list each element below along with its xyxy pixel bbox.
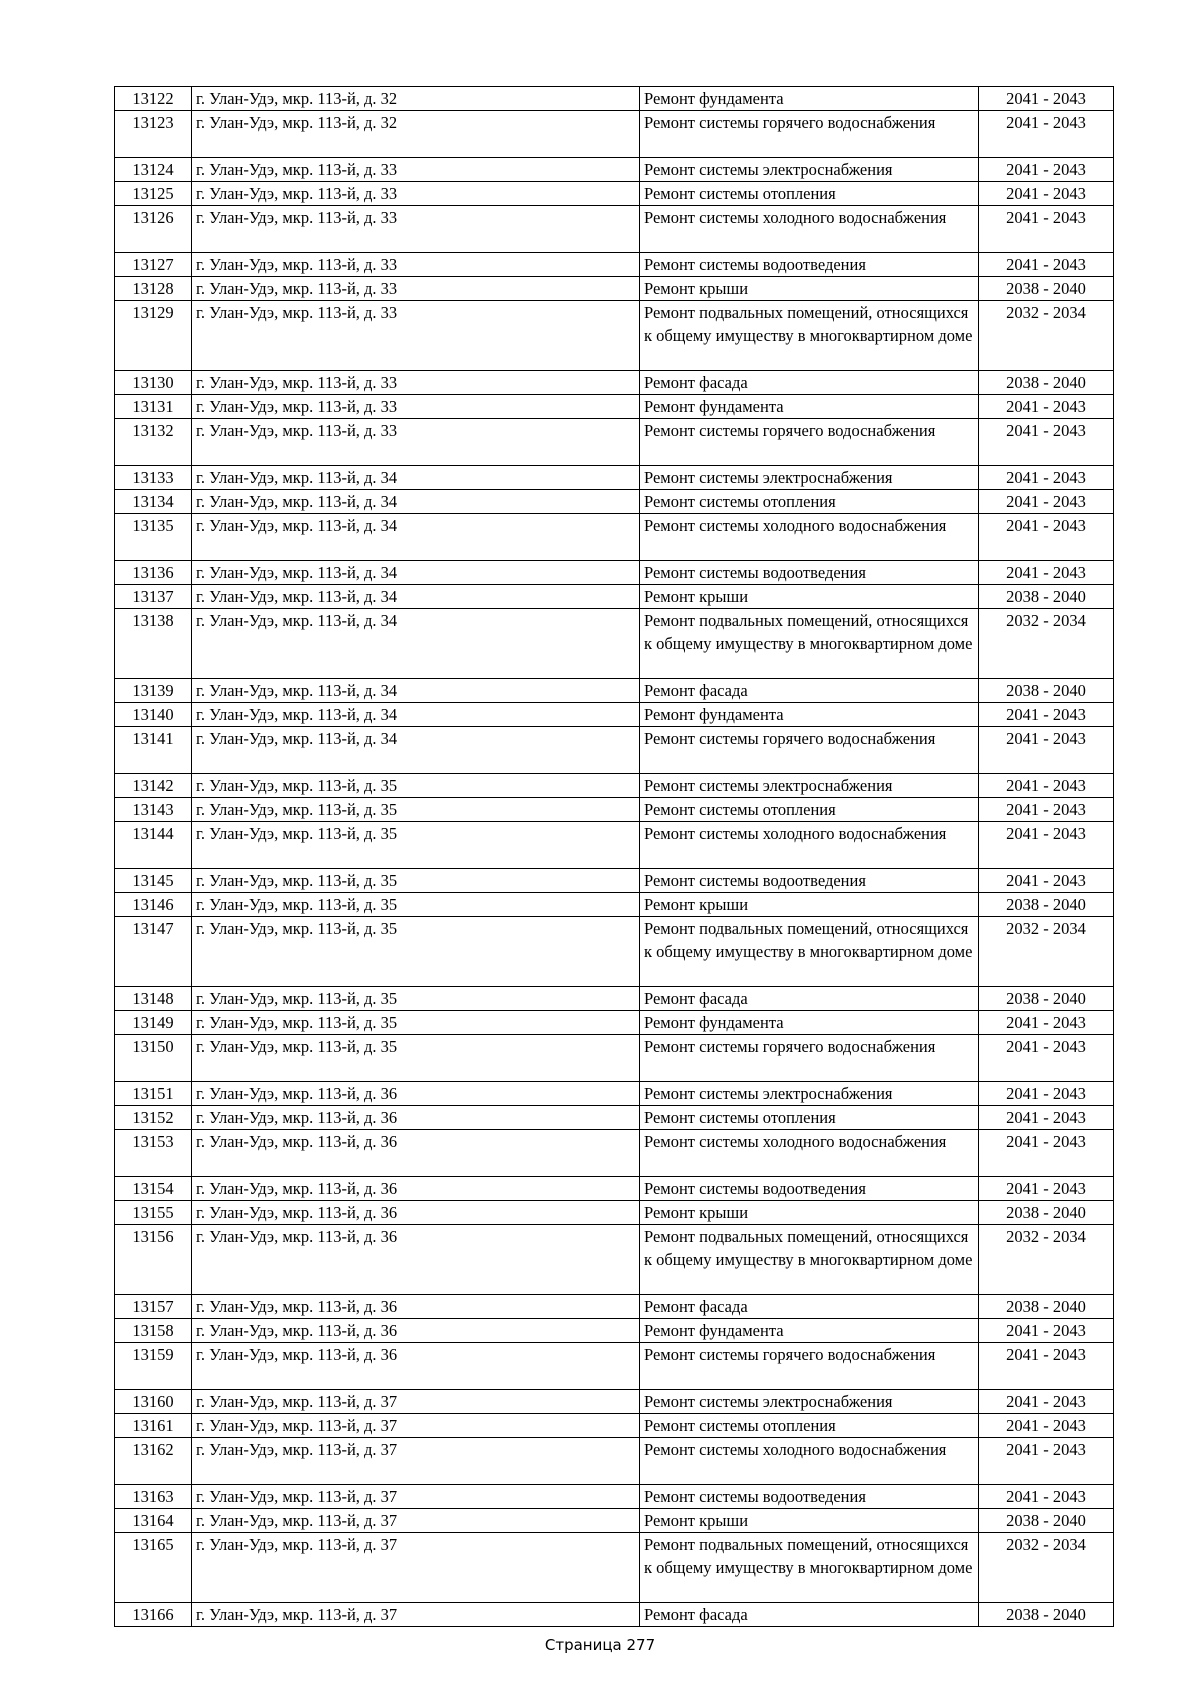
period-cell: 2041 - 2043: [979, 466, 1114, 490]
address-cell: г. Улан-Удэ, мкр. 113-й, д. 35: [192, 1011, 640, 1035]
period-cell: 2041 - 2043: [979, 774, 1114, 798]
period-cell: 2041 - 2043: [979, 1343, 1114, 1390]
row-number-cell: 13145: [115, 869, 192, 893]
period-cell: 2041 - 2043: [979, 1319, 1114, 1343]
address-cell: г. Улан-Удэ, мкр. 113-й, д. 33: [192, 277, 640, 301]
row-number-cell: 13144: [115, 822, 192, 869]
table-row: [115, 798, 1114, 822]
work-type-cell: Ремонт системы отопления: [640, 182, 979, 206]
address-cell: г. Улан-Удэ, мкр. 113-й, д. 33: [192, 253, 640, 277]
work-type-cell: Ремонт системы отопления: [640, 490, 979, 514]
table-row: [115, 1106, 1114, 1130]
address-cell: г. Улан-Удэ, мкр. 113-й, д. 36: [192, 1177, 640, 1201]
period-cell: 2038 - 2040: [979, 987, 1114, 1011]
work-type-cell: Ремонт подвальных помещений, относящихся к общему имуществу в многоквартирном доме: [640, 609, 979, 679]
address-cell: г. Улан-Удэ, мкр. 113-й, д. 35: [192, 1035, 640, 1082]
address-cell: г. Улан-Удэ, мкр. 113-й, д. 32: [192, 111, 640, 158]
address-cell: г. Улан-Удэ, мкр. 113-й, д. 33: [192, 182, 640, 206]
period-cell: 2041 - 2043: [979, 253, 1114, 277]
period-cell: 2041 - 2043: [979, 1035, 1114, 1082]
table-row: [115, 1201, 1114, 1225]
row-number-cell: 13147: [115, 917, 192, 987]
period-cell: 2032 - 2034: [979, 609, 1114, 679]
row-number-cell: 13143: [115, 798, 192, 822]
address-cell: г. Улан-Удэ, мкр. 113-й, д. 34: [192, 585, 640, 609]
row-number-cell: 13132: [115, 419, 192, 466]
work-type-cell: Ремонт подвальных помещений, относящихся к общему имуществу в многоквартирном доме: [640, 301, 979, 371]
row-number-cell: 13128: [115, 277, 192, 301]
row-number-cell: 13159: [115, 1343, 192, 1390]
work-type-cell: Ремонт системы горячего водоснабжения: [640, 1035, 979, 1082]
table-row: [115, 395, 1114, 419]
table-row: [115, 277, 1114, 301]
table-row: [115, 1485, 1114, 1509]
work-type-cell: Ремонт фундамента: [640, 1319, 979, 1343]
work-type-cell: Ремонт фундамента: [640, 1011, 979, 1035]
period-cell: 2038 - 2040: [979, 1509, 1114, 1533]
row-number-cell: 13129: [115, 301, 192, 371]
table-row: [115, 466, 1114, 490]
address-cell: г. Улан-Удэ, мкр. 113-й, д. 34: [192, 466, 640, 490]
period-cell: 2041 - 2043: [979, 561, 1114, 585]
period-cell: 2041 - 2043: [979, 703, 1114, 727]
row-number-cell: 13160: [115, 1390, 192, 1414]
address-cell: г. Улан-Удэ, мкр. 113-й, д. 35: [192, 987, 640, 1011]
table-row: [115, 1603, 1114, 1627]
row-number-cell: 13150: [115, 1035, 192, 1082]
address-cell: г. Улан-Удэ, мкр. 113-й, д. 35: [192, 893, 640, 917]
address-cell: г. Улан-Удэ, мкр. 113-й, д. 33: [192, 158, 640, 182]
table-row: [115, 703, 1114, 727]
row-number-cell: 13140: [115, 703, 192, 727]
period-cell: 2032 - 2034: [979, 301, 1114, 371]
row-number-cell: 13153: [115, 1130, 192, 1177]
row-number-cell: 13151: [115, 1082, 192, 1106]
address-cell: г. Улан-Удэ, мкр. 113-й, д. 36: [192, 1319, 640, 1343]
row-number-cell: 13133: [115, 466, 192, 490]
address-cell: г. Улан-Удэ, мкр. 113-й, д. 36: [192, 1201, 640, 1225]
row-number-cell: 13141: [115, 727, 192, 774]
work-type-cell: Ремонт подвальных помещений, относящихся к общему имуществу в многоквартирном доме: [640, 917, 979, 987]
work-type-cell: Ремонт системы холодного водоснабжения: [640, 1130, 979, 1177]
table-row: [115, 1509, 1114, 1533]
works-table-body: [115, 87, 1114, 1627]
row-number-cell: 13161: [115, 1414, 192, 1438]
table-row: [115, 514, 1114, 561]
row-number-cell: 13138: [115, 609, 192, 679]
table-row: [115, 1438, 1114, 1485]
period-cell: 2041 - 2043: [979, 1390, 1114, 1414]
work-type-cell: Ремонт системы отопления: [640, 1414, 979, 1438]
work-type-cell: Ремонт фасада: [640, 987, 979, 1011]
address-cell: г. Улан-Удэ, мкр. 113-й, д. 37: [192, 1438, 640, 1485]
table-row: [115, 774, 1114, 798]
period-cell: 2038 - 2040: [979, 1201, 1114, 1225]
table-row: [115, 869, 1114, 893]
table-row: [115, 111, 1114, 158]
work-type-cell: Ремонт крыши: [640, 585, 979, 609]
table-row: [115, 1390, 1114, 1414]
row-number-cell: 13165: [115, 1533, 192, 1603]
work-type-cell: Ремонт системы отопления: [640, 1106, 979, 1130]
row-number-cell: 13158: [115, 1319, 192, 1343]
address-cell: г. Улан-Удэ, мкр. 113-й, д. 36: [192, 1082, 640, 1106]
table-row: [115, 822, 1114, 869]
row-number-cell: 13162: [115, 1438, 192, 1485]
work-type-cell: Ремонт крыши: [640, 1509, 979, 1533]
row-number-cell: 13152: [115, 1106, 192, 1130]
row-number-cell: 13126: [115, 206, 192, 253]
work-type-cell: Ремонт системы горячего водоснабжения: [640, 727, 979, 774]
table-row: [115, 917, 1114, 987]
row-number-cell: 13156: [115, 1225, 192, 1295]
address-cell: г. Улан-Удэ, мкр. 113-й, д. 34: [192, 514, 640, 561]
row-number-cell: 13146: [115, 893, 192, 917]
table-row: [115, 609, 1114, 679]
period-cell: 2041 - 2043: [979, 1177, 1114, 1201]
period-cell: 2038 - 2040: [979, 585, 1114, 609]
address-cell: г. Улан-Удэ, мкр. 113-й, д. 35: [192, 917, 640, 987]
period-cell: 2038 - 2040: [979, 1295, 1114, 1319]
table-row: [115, 1319, 1114, 1343]
table-row: [115, 206, 1114, 253]
table-row: [115, 1082, 1114, 1106]
row-number-cell: 13166: [115, 1603, 192, 1627]
period-cell: 2041 - 2043: [979, 514, 1114, 561]
address-cell: г. Улан-Удэ, мкр. 113-й, д. 37: [192, 1603, 640, 1627]
work-type-cell: Ремонт системы водоотведения: [640, 869, 979, 893]
period-cell: 2041 - 2043: [979, 798, 1114, 822]
work-type-cell: Ремонт системы горячего водоснабжения: [640, 1343, 979, 1390]
table-row: [115, 158, 1114, 182]
works-table: [114, 86, 1114, 1627]
row-number-cell: 13130: [115, 371, 192, 395]
row-number-cell: 13142: [115, 774, 192, 798]
table-row: [115, 1295, 1114, 1319]
period-cell: 2041 - 2043: [979, 206, 1114, 253]
period-cell: 2041 - 2043: [979, 490, 1114, 514]
work-type-cell: Ремонт системы холодного водоснабжения: [640, 1438, 979, 1485]
table-row: [115, 1130, 1114, 1177]
row-number-cell: 13123: [115, 111, 192, 158]
row-number-cell: 13139: [115, 679, 192, 703]
period-cell: 2041 - 2043: [979, 182, 1114, 206]
work-type-cell: Ремонт системы электроснабжения: [640, 1390, 979, 1414]
table-row: [115, 1225, 1114, 1295]
row-number-cell: 13122: [115, 87, 192, 111]
address-cell: г. Улан-Удэ, мкр. 113-й, д. 36: [192, 1106, 640, 1130]
address-cell: г. Улан-Удэ, мкр. 113-й, д. 33: [192, 395, 640, 419]
address-cell: г. Улан-Удэ, мкр. 113-й, д. 35: [192, 774, 640, 798]
address-cell: г. Улан-Удэ, мкр. 113-й, д. 37: [192, 1414, 640, 1438]
row-number-cell: 13148: [115, 987, 192, 1011]
period-cell: 2032 - 2034: [979, 1225, 1114, 1295]
period-cell: 2041 - 2043: [979, 727, 1114, 774]
work-type-cell: Ремонт системы водоотведения: [640, 1177, 979, 1201]
work-type-cell: Ремонт системы отопления: [640, 798, 979, 822]
page-number: Страница 277: [544, 1636, 656, 1654]
address-cell: г. Улан-Удэ, мкр. 113-й, д. 34: [192, 561, 640, 585]
work-type-cell: Ремонт крыши: [640, 277, 979, 301]
period-cell: 2041 - 2043: [979, 395, 1114, 419]
work-type-cell: Ремонт системы горячего водоснабжения: [640, 419, 979, 466]
work-type-cell: Ремонт системы холодного водоснабжения: [640, 206, 979, 253]
row-number-cell: 13131: [115, 395, 192, 419]
period-cell: 2041 - 2043: [979, 1438, 1114, 1485]
table-row: [115, 893, 1114, 917]
address-cell: г. Улан-Удэ, мкр. 113-й, д. 36: [192, 1130, 640, 1177]
period-cell: 2041 - 2043: [979, 1011, 1114, 1035]
period-cell: 2041 - 2043: [979, 1106, 1114, 1130]
period-cell: 2038 - 2040: [979, 679, 1114, 703]
work-type-cell: Ремонт фундамента: [640, 703, 979, 727]
period-cell: 2038 - 2040: [979, 371, 1114, 395]
table-row: [115, 182, 1114, 206]
row-number-cell: 13137: [115, 585, 192, 609]
work-type-cell: Ремонт системы электроснабжения: [640, 466, 979, 490]
period-cell: 2041 - 2043: [979, 1082, 1114, 1106]
period-cell: 2041 - 2043: [979, 1485, 1114, 1509]
table-row: [115, 1035, 1114, 1082]
row-number-cell: 13136: [115, 561, 192, 585]
period-cell: 2041 - 2043: [979, 158, 1114, 182]
table-row: [115, 1177, 1114, 1201]
work-type-cell: Ремонт фасада: [640, 1295, 979, 1319]
period-cell: 2032 - 2034: [979, 1533, 1114, 1603]
address-cell: г. Улан-Удэ, мкр. 113-й, д. 33: [192, 301, 640, 371]
period-cell: 2038 - 2040: [979, 277, 1114, 301]
work-type-cell: Ремонт фундамента: [640, 87, 979, 111]
work-type-cell: Ремонт фасада: [640, 1603, 979, 1627]
period-cell: 2041 - 2043: [979, 1130, 1114, 1177]
work-type-cell: Ремонт системы холодного водоснабжения: [640, 822, 979, 869]
row-number-cell: 13135: [115, 514, 192, 561]
work-type-cell: Ремонт подвальных помещений, относящихся к общему имуществу в многоквартирном доме: [640, 1533, 979, 1603]
work-type-cell: Ремонт системы холодного водоснабжения: [640, 514, 979, 561]
address-cell: г. Улан-Удэ, мкр. 113-й, д. 34: [192, 727, 640, 774]
row-number-cell: 13163: [115, 1485, 192, 1509]
table-row: [115, 987, 1114, 1011]
table-row: [115, 419, 1114, 466]
work-type-cell: Ремонт системы водоотведения: [640, 561, 979, 585]
table-row: [115, 1343, 1114, 1390]
row-number-cell: 13125: [115, 182, 192, 206]
work-type-cell: Ремонт системы электроснабжения: [640, 158, 979, 182]
period-cell: 2038 - 2040: [979, 893, 1114, 917]
address-cell: г. Улан-Удэ, мкр. 113-й, д. 34: [192, 703, 640, 727]
table-row: [115, 490, 1114, 514]
period-cell: 2041 - 2043: [979, 111, 1114, 158]
work-type-cell: Ремонт фасада: [640, 679, 979, 703]
row-number-cell: 13124: [115, 158, 192, 182]
work-type-cell: Ремонт системы электроснабжения: [640, 1082, 979, 1106]
row-number-cell: 13164: [115, 1509, 192, 1533]
table-row: [115, 301, 1114, 371]
address-cell: г. Улан-Удэ, мкр. 113-й, д. 35: [192, 798, 640, 822]
table-row: [115, 1011, 1114, 1035]
work-type-cell: Ремонт фундамента: [640, 395, 979, 419]
work-type-cell: Ремонт системы электроснабжения: [640, 774, 979, 798]
period-cell: 2038 - 2040: [979, 1603, 1114, 1627]
work-type-cell: Ремонт подвальных помещений, относящихся к общему имуществу в многоквартирном доме: [640, 1225, 979, 1295]
table-row: [115, 253, 1114, 277]
table-row: [115, 87, 1114, 111]
work-type-cell: Ремонт системы водоотведения: [640, 253, 979, 277]
address-cell: г. Улан-Удэ, мкр. 113-й, д. 37: [192, 1509, 640, 1533]
work-type-cell: Ремонт крыши: [640, 1201, 979, 1225]
period-cell: 2041 - 2043: [979, 1414, 1114, 1438]
work-type-cell: Ремонт системы водоотведения: [640, 1485, 979, 1509]
row-number-cell: 13134: [115, 490, 192, 514]
table-row: [115, 561, 1114, 585]
address-cell: г. Улан-Удэ, мкр. 113-й, д. 37: [192, 1533, 640, 1603]
table-row: [115, 1533, 1114, 1603]
work-type-cell: Ремонт крыши: [640, 893, 979, 917]
address-cell: г. Улан-Удэ, мкр. 113-й, д. 36: [192, 1295, 640, 1319]
address-cell: г. Улан-Удэ, мкр. 113-й, д. 36: [192, 1225, 640, 1295]
period-cell: 2041 - 2043: [979, 419, 1114, 466]
work-type-cell: Ремонт системы горячего водоснабжения: [640, 111, 979, 158]
address-cell: г. Улан-Удэ, мкр. 113-й, д. 33: [192, 206, 640, 253]
address-cell: г. Улан-Удэ, мкр. 113-й, д. 36: [192, 1343, 640, 1390]
address-cell: г. Улан-Удэ, мкр. 113-й, д. 33: [192, 419, 640, 466]
table-row: [115, 585, 1114, 609]
work-type-cell: Ремонт фасада: [640, 371, 979, 395]
table-row: [115, 727, 1114, 774]
address-cell: г. Улан-Удэ, мкр. 113-й, д. 35: [192, 869, 640, 893]
row-number-cell: 13127: [115, 253, 192, 277]
row-number-cell: 13149: [115, 1011, 192, 1035]
address-cell: г. Улан-Удэ, мкр. 113-й, д. 34: [192, 679, 640, 703]
period-cell: 2041 - 2043: [979, 87, 1114, 111]
address-cell: г. Улан-Удэ, мкр. 113-й, д. 37: [192, 1485, 640, 1509]
row-number-cell: 13155: [115, 1201, 192, 1225]
address-cell: г. Улан-Удэ, мкр. 113-й, д. 32: [192, 87, 640, 111]
period-cell: 2041 - 2043: [979, 869, 1114, 893]
address-cell: г. Улан-Удэ, мкр. 113-й, д. 33: [192, 371, 640, 395]
period-cell: 2032 - 2034: [979, 917, 1114, 987]
address-cell: г. Улан-Удэ, мкр. 113-й, д. 34: [192, 490, 640, 514]
table-row: [115, 1414, 1114, 1438]
row-number-cell: 13154: [115, 1177, 192, 1201]
row-number-cell: 13157: [115, 1295, 192, 1319]
address-cell: г. Улан-Удэ, мкр. 113-й, д. 37: [192, 1390, 640, 1414]
table-row: [115, 371, 1114, 395]
address-cell: г. Улан-Удэ, мкр. 113-й, д. 34: [192, 609, 640, 679]
table-row: [115, 679, 1114, 703]
address-cell: г. Улан-Удэ, мкр. 113-й, д. 35: [192, 822, 640, 869]
period-cell: 2041 - 2043: [979, 822, 1114, 869]
